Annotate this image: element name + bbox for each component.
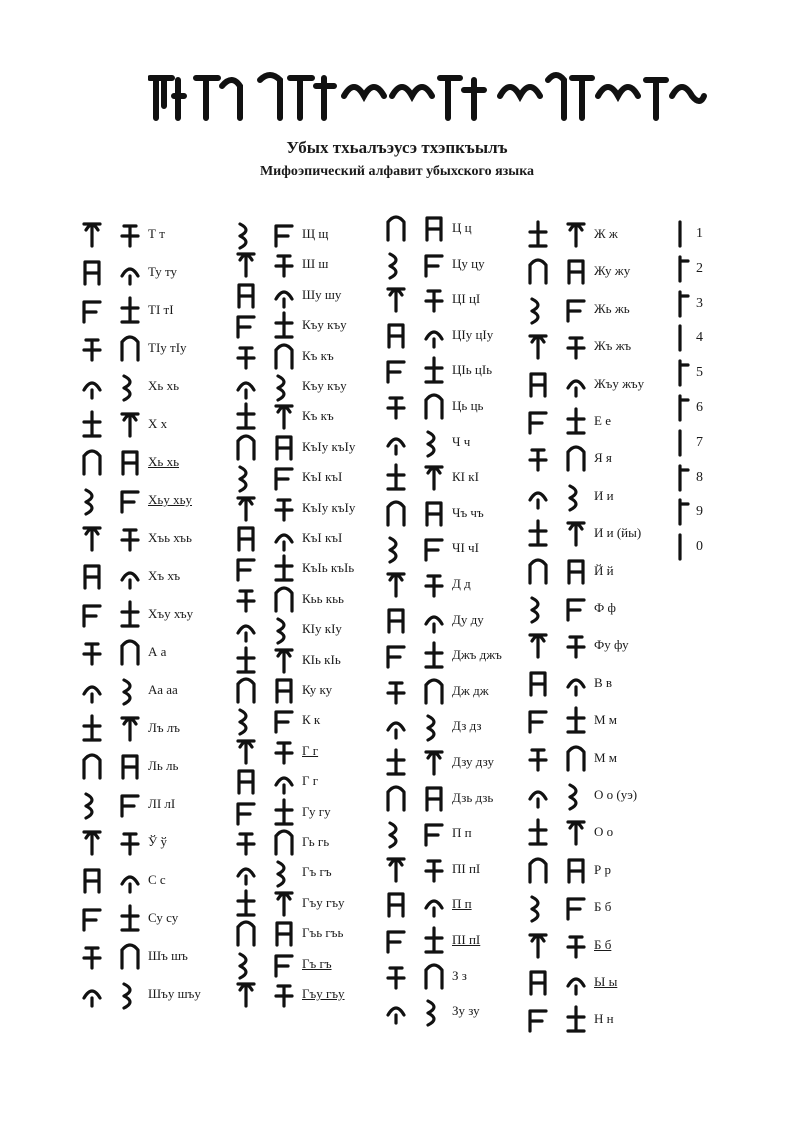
numeral-label: 1 (696, 226, 703, 241)
letter-label: Я я (594, 450, 612, 466)
letter-glyph-cursive (116, 864, 144, 896)
letter-glyph-print (524, 891, 552, 923)
letter-glyph-print (232, 461, 260, 493)
letter-glyph-print (382, 924, 410, 956)
letter-label: КъIу къIу (302, 499, 356, 515)
letter-label: Е е (594, 413, 611, 428)
letter-glyph-cursive (562, 555, 590, 587)
letter-label: Ду ду (452, 611, 484, 627)
letter-glyph-print (524, 405, 552, 437)
letter-glyph-print (382, 746, 410, 778)
numeral-glyph (668, 357, 688, 389)
letter-label: Шъ шъ (148, 948, 188, 963)
letter-label: Кьь кьь (302, 590, 344, 606)
letter-glyph-cursive (420, 710, 448, 742)
letter-glyph-print (524, 704, 552, 736)
letter-glyph-print (524, 854, 552, 886)
letter-glyph-print (78, 940, 106, 972)
letter-glyph-print (78, 370, 106, 402)
letter-glyph-print (232, 248, 260, 280)
letter-label: Гу гу (302, 803, 331, 819)
letter-label: Дзу дзу (452, 754, 494, 769)
letter-label: ПI пI (452, 932, 481, 947)
letter-label: Лъ лъ (148, 720, 180, 735)
letter-glyph-cursive (562, 405, 590, 437)
letter-glyph-cursive (562, 929, 590, 961)
letter-glyph-cursive (116, 522, 144, 554)
letter-glyph-print (524, 218, 552, 250)
letter-glyph-cursive (562, 330, 590, 362)
letter-label: ЦI цI (452, 291, 481, 307)
letter-glyph-print (382, 639, 410, 671)
letter-glyph-cursive (270, 522, 298, 554)
numeral-label: 3 (696, 295, 703, 311)
letter-label: С с (148, 872, 166, 887)
letter-glyph-cursive (270, 431, 298, 463)
letter-glyph-print (78, 712, 106, 744)
letter-label: Зу зу (452, 1003, 480, 1019)
letter-glyph-cursive (270, 887, 298, 919)
letter-label: Ль ль (148, 758, 179, 773)
letter-glyph-cursive (420, 390, 448, 422)
letter-glyph-cursive (562, 854, 590, 886)
letter-label: ЧI чI (452, 540, 479, 556)
letter-glyph-print (382, 853, 410, 885)
letter-label: Жъу жъу (594, 375, 645, 391)
letter-glyph-cursive (420, 283, 448, 315)
letter-glyph-print (78, 674, 106, 706)
letter-glyph-cursive (270, 644, 298, 676)
letter-glyph-print (78, 484, 106, 516)
letter-label: КъI къI (302, 469, 343, 485)
letter-glyph-print (232, 917, 260, 949)
letter-glyph-cursive (420, 248, 448, 280)
letter-label: М м (594, 712, 618, 728)
letter-glyph-print (232, 674, 260, 706)
letter-glyph-cursive (562, 255, 590, 287)
letter-label: Цу цу (452, 255, 485, 271)
letter-glyph-cursive (270, 279, 298, 311)
letter-glyph-cursive (270, 400, 298, 432)
page-subtitle: Мифоэпический алфавит убыхского языка (259, 164, 535, 179)
letter-label: Хъ хъ (148, 568, 181, 583)
numeral-glyph (668, 253, 688, 285)
letter-glyph-cursive (420, 568, 448, 600)
letter-glyph-cursive (270, 978, 298, 1010)
letter-label: Й й (594, 562, 614, 578)
letter-glyph-cursive (420, 212, 448, 244)
letter-label: Хьу хьу (148, 492, 192, 507)
letter-glyph-cursive (420, 675, 448, 707)
letter-label: Дж дж (452, 682, 489, 698)
letter-label: Шу шу (302, 286, 342, 302)
letter-glyph-print (524, 480, 552, 512)
letter-glyph-cursive (116, 560, 144, 592)
letter-label: КI кI (452, 469, 479, 485)
letter-glyph-print (232, 826, 260, 858)
letter-label: Г г (302, 773, 319, 789)
letter-label: В в (594, 674, 613, 690)
letter-glyph-cursive (116, 446, 144, 478)
letter-glyph-cursive (270, 917, 298, 949)
letter-glyph-cursive (270, 248, 298, 280)
letter-label: Чъ чъ (452, 504, 484, 520)
letter-glyph-print (382, 212, 410, 244)
letter-label: И и (594, 487, 614, 503)
letter-glyph-cursive (420, 497, 448, 529)
letter-glyph-cursive (420, 639, 448, 671)
letter-label: Гь гь (302, 834, 330, 849)
letter-glyph-print (524, 779, 552, 811)
letter-glyph-cursive (270, 948, 298, 980)
letter-glyph-print (78, 408, 106, 440)
letter-glyph-cursive (420, 604, 448, 636)
letter-glyph-cursive (562, 742, 590, 774)
letter-label: К к (302, 712, 321, 728)
letter-glyph-print (232, 431, 260, 463)
letter-glyph-print (382, 283, 410, 315)
letter-glyph-print (382, 497, 410, 529)
letter-glyph-cursive (116, 484, 144, 516)
letter-glyph-cursive (270, 492, 298, 524)
letter-label: Жь жь (594, 300, 630, 316)
letter-glyph-cursive (420, 924, 448, 956)
letter-glyph-cursive (116, 902, 144, 934)
letter-glyph-cursive (270, 765, 298, 797)
letter-glyph-cursive (116, 218, 144, 250)
letter-label: Ць ць (452, 398, 484, 413)
letter-label: З з (452, 967, 467, 983)
letter-glyph-cursive (116, 332, 144, 364)
letter-glyph-cursive (116, 674, 144, 706)
letter-glyph-cursive (116, 408, 144, 440)
letter-glyph-print (524, 742, 552, 774)
letter-glyph-cursive (420, 995, 448, 1027)
letter-glyph-print (232, 613, 260, 645)
letter-glyph-cursive (562, 704, 590, 736)
letter-glyph-cursive (116, 788, 144, 820)
letter-glyph-print (78, 522, 106, 554)
letter-label: Ту ту (148, 264, 178, 279)
letter-glyph-print (78, 294, 106, 326)
letter-label: ЛI лI (148, 796, 176, 811)
letter-label: Х х (148, 416, 168, 431)
letter-label: Б б (594, 899, 612, 915)
letter-label: Т т (148, 226, 165, 241)
letter-glyph-cursive (270, 613, 298, 645)
letter-label: Хь хь (148, 378, 179, 393)
letter-label: КIу кIу (302, 621, 342, 637)
letter-glyph-print (78, 902, 106, 934)
letter-glyph-cursive (116, 636, 144, 668)
letter-label: О о (594, 824, 614, 840)
letter-label: Хь хь (148, 454, 179, 469)
letter-label: Гъь гъь (302, 925, 344, 941)
numeral-label: 5 (696, 365, 703, 381)
letter-label: П п (452, 896, 472, 912)
letter-glyph-cursive (562, 816, 590, 848)
letter-glyph-print (524, 255, 552, 287)
letter-label: КIь кIь (302, 651, 341, 667)
letter-glyph-print (232, 492, 260, 524)
letter-glyph-print (232, 552, 260, 584)
letter-glyph-print (232, 370, 260, 402)
letter-label: И и (йы) (594, 525, 642, 541)
letter-glyph-cursive (270, 309, 298, 341)
letter-label: Аа аа (148, 682, 178, 697)
letter-label: Ф ф (594, 600, 616, 615)
letter-label: Ы ы (594, 974, 618, 989)
letter-glyph-cursive (116, 370, 144, 402)
letter-glyph-cursive (420, 461, 448, 493)
letter-glyph-print (232, 796, 260, 828)
letter-glyph-print (382, 390, 410, 422)
numeral-glyph (668, 496, 688, 528)
letter-glyph-print (382, 461, 410, 493)
letter-glyph-cursive (116, 256, 144, 288)
letter-glyph-print (78, 332, 106, 364)
letter-label: Д д (452, 576, 471, 591)
letter-glyph-cursive (420, 532, 448, 564)
letter-glyph-print (382, 319, 410, 351)
letter-glyph-print (232, 279, 260, 311)
letter-label: ТIу тIу (148, 340, 187, 355)
letter-glyph-print (382, 817, 410, 849)
letter-glyph-print (78, 750, 106, 782)
numeral-glyph (668, 288, 688, 320)
letter-glyph-print (524, 629, 552, 661)
letter-label: Къ къ (302, 347, 334, 363)
letter-glyph-cursive (116, 978, 144, 1010)
letter-glyph-print (382, 995, 410, 1027)
letter-glyph-cursive (420, 817, 448, 849)
numeral-glyph (668, 462, 688, 494)
letter-glyph-print (232, 522, 260, 554)
letter-glyph-cursive (270, 856, 298, 888)
letter-label: Гъ гъ (302, 864, 332, 880)
letter-glyph-print (232, 704, 260, 736)
letter-label: Гъу гъу (302, 894, 345, 910)
letter-label: Гъу гъу (302, 986, 345, 1001)
letter-glyph-print (232, 735, 260, 767)
letter-label: Шъу шъу (148, 986, 201, 1001)
letter-label: КъIь къIь (302, 560, 355, 576)
letter-glyph-cursive (116, 598, 144, 630)
letter-label: Ж ж (594, 226, 618, 241)
letter-glyph-print (232, 309, 260, 341)
letter-glyph-cursive (116, 294, 144, 326)
letter-glyph-print (78, 636, 106, 668)
letter-glyph-cursive (562, 779, 590, 811)
letter-glyph-cursive (420, 319, 448, 351)
letter-glyph-print (78, 788, 106, 820)
letter-label: Къу къу (302, 317, 347, 333)
letter-glyph-print (232, 340, 260, 372)
letter-label: Р р (594, 861, 611, 877)
letter-label: Хъь хъь (148, 530, 192, 545)
letter-glyph-print (382, 675, 410, 707)
letter-label: Фу фу (594, 637, 629, 653)
letter-glyph-print (524, 592, 552, 624)
letter-glyph-cursive (270, 340, 298, 372)
numeral-glyph (668, 218, 688, 250)
letter-label: ЦIу цIу (452, 326, 494, 342)
numeral-label: 6 (696, 400, 703, 415)
letter-glyph-cursive (562, 891, 590, 923)
numeral-glyph (668, 531, 688, 563)
letter-glyph-cursive (420, 746, 448, 778)
letter-glyph-print (232, 218, 260, 250)
letter-glyph-print (232, 765, 260, 797)
letter-glyph-cursive (562, 629, 590, 661)
letter-glyph-cursive (420, 888, 448, 920)
letter-label: ТI тI (148, 302, 174, 317)
letter-glyph-cursive (270, 826, 298, 858)
letter-label: Щ щ (302, 226, 329, 241)
letter-glyph-print (382, 426, 410, 458)
letter-glyph-cursive (562, 667, 590, 699)
letter-label: Жу жу (594, 263, 631, 279)
letter-glyph-cursive (270, 704, 298, 736)
letter-glyph-cursive (562, 517, 590, 549)
letter-glyph-print (78, 256, 106, 288)
letter-glyph-print (232, 887, 260, 919)
letter-glyph-print (524, 555, 552, 587)
letter-label: КъI къI (302, 530, 343, 545)
letter-glyph-cursive (420, 354, 448, 386)
letter-glyph-print (232, 978, 260, 1010)
letter-glyph-print (524, 667, 552, 699)
letter-glyph-print (524, 816, 552, 848)
letter-glyph-cursive (420, 960, 448, 992)
letter-glyph-cursive (420, 853, 448, 885)
letter-glyph-cursive (270, 583, 298, 615)
letter-glyph-print (232, 583, 260, 615)
letter-glyph-cursive (270, 796, 298, 828)
letter-glyph-cursive (270, 552, 298, 584)
letter-glyph-print (78, 560, 106, 592)
numeral-glyph (668, 392, 688, 424)
letter-glyph-print (524, 966, 552, 998)
letter-glyph-print (78, 218, 106, 250)
letter-label: Б б (594, 936, 612, 952)
letter-label: Г г (302, 742, 319, 758)
letter-label: Къу къу (302, 378, 347, 393)
letter-label: М м (594, 749, 618, 765)
letter-label: ПI пI (452, 860, 481, 876)
numeral-label: 0 (696, 539, 703, 555)
letter-glyph-print (78, 598, 106, 630)
letter-glyph-cursive (562, 480, 590, 512)
letter-glyph-cursive (270, 674, 298, 706)
letter-glyph-print (78, 446, 106, 478)
letter-glyph-print (232, 856, 260, 888)
letter-glyph-cursive (116, 826, 144, 858)
letter-glyph-print (382, 248, 410, 280)
letter-glyph-cursive (420, 426, 448, 458)
numeral-glyph (668, 427, 688, 459)
letter-label: Ц ц (452, 220, 472, 235)
letter-label: Жъ жъ (594, 338, 632, 354)
script-title-decoration (148, 66, 708, 126)
letter-label: Н н (594, 1011, 614, 1027)
letter-label: Ў ў (148, 834, 167, 849)
letter-glyph-cursive (562, 442, 590, 474)
letter-glyph-print (232, 644, 260, 676)
letter-glyph-cursive (116, 940, 144, 972)
letter-label: А а (148, 644, 167, 659)
letter-label: Джъ джъ (452, 647, 502, 663)
letter-label: О о (уэ) (594, 787, 638, 802)
letter-glyph-cursive (116, 750, 144, 782)
letter-glyph-print (524, 330, 552, 362)
letter-glyph-cursive (116, 712, 144, 744)
letter-glyph-print (382, 604, 410, 636)
letter-label: Ч ч (452, 433, 471, 449)
letter-glyph-print (524, 368, 552, 400)
letter-label: ЦIь цIь (452, 362, 493, 378)
page-title: Убых тхьалъэусэ тхэпкъылъ (286, 138, 508, 157)
letter-glyph-cursive (270, 370, 298, 402)
letter-glyph-cursive (420, 782, 448, 814)
letter-glyph-print (382, 888, 410, 920)
letter-glyph-print (78, 978, 106, 1010)
letter-glyph-cursive (270, 461, 298, 493)
letter-label: Дзь дзь (452, 789, 494, 805)
letter-glyph-cursive (562, 293, 590, 325)
letter-glyph-print (524, 929, 552, 961)
letter-label: КъIу къIу (302, 438, 356, 454)
letter-label: П п (452, 825, 472, 841)
numeral-label: 7 (696, 434, 703, 450)
letter-glyph-print (232, 400, 260, 432)
letter-glyph-cursive (562, 1003, 590, 1035)
letter-glyph-print (524, 442, 552, 474)
numeral-glyph (668, 322, 688, 354)
letter-glyph-cursive (562, 218, 590, 250)
letter-glyph-print (382, 532, 410, 564)
letter-label: Гъ гъ (302, 955, 332, 971)
letter-glyph-cursive (562, 368, 590, 400)
letter-glyph-print (524, 1003, 552, 1035)
letter-glyph-cursive (562, 966, 590, 998)
letter-label: Ку ку (302, 682, 333, 697)
letter-glyph-print (524, 517, 552, 549)
letter-label: Ш ш (302, 256, 329, 272)
numeral-label: 9 (696, 504, 703, 520)
letter-glyph-print (382, 354, 410, 386)
letter-glyph-cursive (562, 592, 590, 624)
letter-glyph-print (382, 710, 410, 742)
letter-label: Дз дз (452, 718, 482, 734)
letter-glyph-cursive (270, 735, 298, 767)
letter-glyph-print (382, 568, 410, 600)
numeral-label: 8 (696, 469, 703, 485)
letter-glyph-print (78, 826, 106, 858)
letter-glyph-print (232, 948, 260, 980)
letter-glyph-cursive (270, 218, 298, 250)
numeral-label: 2 (696, 260, 703, 276)
letter-glyph-print (524, 293, 552, 325)
letter-glyph-print (382, 960, 410, 992)
letter-label: Су су (148, 910, 179, 925)
letter-label: Къ къ (302, 408, 334, 424)
letter-label: Хъу хъу (148, 606, 194, 621)
numeral-label: 4 (696, 330, 703, 346)
letter-glyph-print (78, 864, 106, 896)
letter-glyph-print (382, 782, 410, 814)
